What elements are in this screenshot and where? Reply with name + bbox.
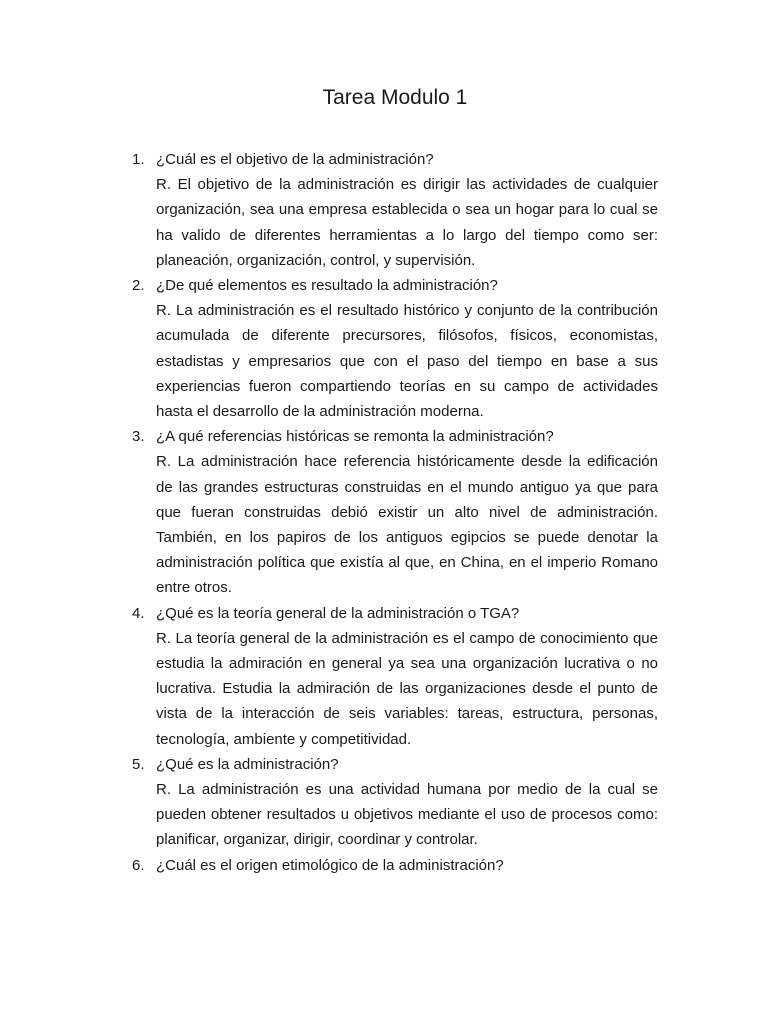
list-item-2	[132, 273, 658, 424]
page-title: Tarea Modulo 1	[322, 86, 468, 109]
answer-text: R. El objetivo de la administración es dirigir las actividades de cualquier organización, sea una empresa establecida o sea un hogar para lo cual se ha valido de diferentes herramientas a lo largo del tiempo como ser: planeación, organización, control, y supervisión.	[156, 176, 658, 269]
answer-text: R. La administración es el resultado histórico y conjunto de la contribución acumulada de diferente precursores, filósofos, físicos, economistas, estadistas y empresarios que con el paso del tiempo en base a sus experiencias fueron compartiendo teorías en su campo de actividades hasta el desarrollo de la administración moderna.	[156, 302, 658, 421]
item-number: 3.	[132, 428, 145, 446]
answer-text: R. La teoría general de la administración es el campo de conocimiento que estudia la admiración en general ya sea una organización lucrativa o no lucrativa. Estudia la admiración de las organizaciones desde el punto de vista de la interacción de seis variables: tareas, estructura, personas, tecnología, ambiente y competitividad.	[156, 629, 658, 748]
question-text: ¿Qué es la administración?	[156, 755, 339, 773]
question-text: ¿A qué referencias históricas se remonta la administración?	[156, 428, 554, 446]
list-item-3	[132, 424, 658, 600]
list-item-1	[132, 147, 658, 273]
item-number: 4.	[132, 604, 145, 622]
item-number: 5.	[132, 755, 145, 773]
question-text: ¿Qué es la teoría general de la administración o TGA?	[156, 604, 520, 622]
question-text: ¿De qué elementos es resultado la administración?	[156, 277, 498, 295]
question-text: ¿Cuál es el objetivo de la administración?	[156, 151, 434, 168]
question-text: ¿Cuál es el origen etimológico de la administración?	[156, 856, 504, 874]
list-item-6	[132, 853, 658, 878]
item-number: 2.	[132, 277, 145, 295]
answer-text: R. La administración hace referencia históricamente desde la edificación de las grandes estructuras construidas en el mundo antiguo ya que para que fueran construidas debió existir un alto nivel de administración. También, en los papiros de los antiguos egipcios se puede denotar la administración política que existía al que, en China, en el imperio Romano entre otros.	[156, 453, 658, 597]
answer-text: R. La administración es una actividad humana por medio de la cual se pueden obtener resultados u objetivos mediante el uso de procesos como: planificar, organizar, dirigir, coordinar y controlar.	[156, 781, 658, 849]
list-item-4	[132, 601, 658, 752]
item-number: 1.	[132, 151, 145, 168]
question-list	[132, 147, 658, 878]
list-item-5	[132, 752, 658, 853]
item-number: 6.	[132, 856, 145, 874]
